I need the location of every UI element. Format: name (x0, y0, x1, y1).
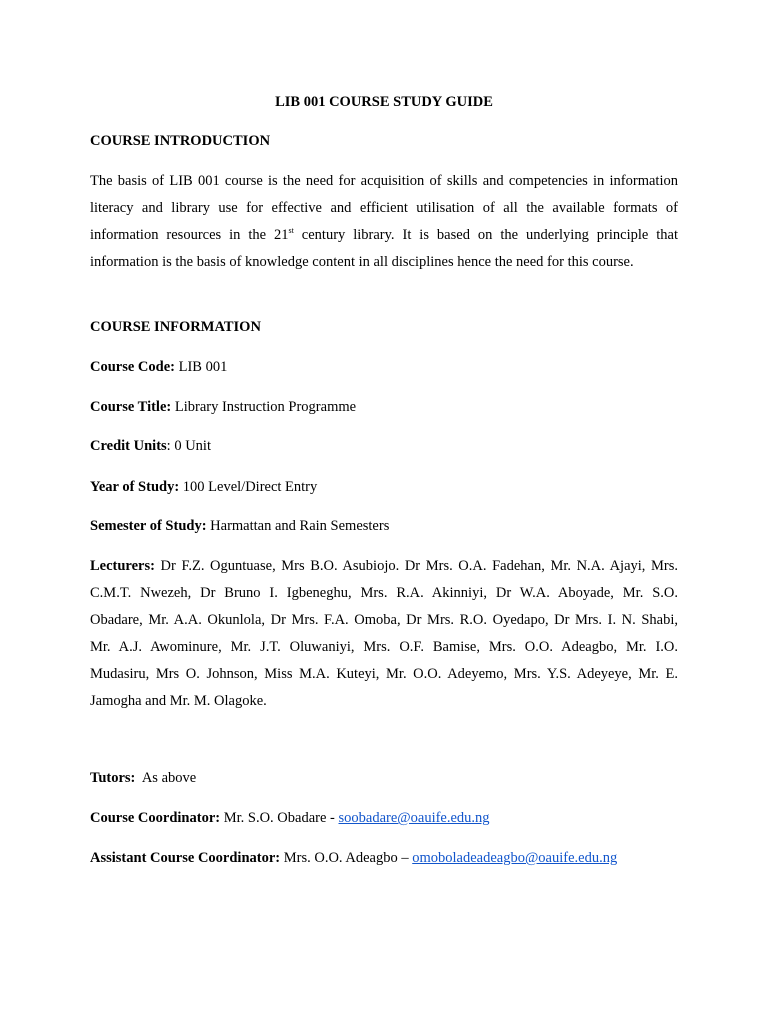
document-title: LIB 001 COURSE STUDY GUIDE (275, 94, 493, 110)
credit-units-label: Credit Units (90, 438, 167, 454)
course-coordinator-value: Mr. S.O. Obadare - (220, 810, 339, 826)
tutors-field (90, 770, 196, 787)
credit-units-value: : 0 Unit (166, 438, 211, 454)
course-coordinator-field (90, 810, 490, 827)
year-of-study-value: 100 Level/Direct Entry (179, 479, 318, 495)
semester-of-study-field (90, 518, 389, 535)
semester-of-study-label: Semester of Study: (90, 518, 207, 534)
assistant-coordinator-field (90, 850, 617, 867)
intro-line: The basis of LIB 001 course is the need for acquisition of skills and competencies in information (90, 173, 678, 189)
course-title-field (90, 399, 356, 416)
year-of-study-label: Year of Study: (90, 479, 180, 495)
lecturers-label: Lecturers: (90, 558, 155, 574)
lecturers-line: C.M.T. Nwezeh, Dr Bruno I. Igbeneghu, Mrs. R.A. Akinniyi, Dr W.A. Aboyade, Mr. S.O. (90, 585, 678, 601)
tutors-value: As above (135, 770, 197, 786)
course-code-label: Course Code: (90, 359, 175, 375)
course-code-field (90, 359, 227, 376)
lecturers-line: Obadare, Mr. A.A. Okunlola, Dr Mrs. F.A. Omoba, Dr Mrs. R.O. Oyedapo, Dr Mrs. I. N. Shabi, (90, 612, 678, 628)
lecturers-line: Mr. A.J. Awominure, Mr. J.T. Oluwaniyi, Mrs. O.F. Bamise, Mrs. O.O. Adeagbo, Mr. I.O. (90, 639, 678, 655)
semester-of-study-value: Harmattan and Rain Semesters (206, 518, 390, 534)
course-introduction-paragraph (90, 168, 678, 276)
tutors-label: Tutors: (90, 770, 136, 786)
lecturers-line: Mudasiru, Mrs O. Johnson, Miss M.A. Kuteyi, Mr. O.O. Adeyemo, Mrs. Y.S. Adeyeye, Mr. E. (90, 666, 678, 682)
intro-line: literacy and library use for effective and efficient utilisation of all the available formats of (90, 200, 678, 216)
lecturers-paragraph (90, 553, 678, 715)
assistant-coordinator-value: Mrs. O.O. Adeagbo – (280, 850, 413, 866)
assistant-coordinator-label: Assistant Course Coordinator: (90, 850, 281, 866)
lecturers-line: Lecturers: Dr F.Z. Oguntuase, Mrs B.O. Asubiojo. Dr Mrs. O.A. Fadehan, Mr. N.A. Ajayi, Mrs. (90, 558, 678, 574)
course-information-heading: COURSE INFORMATION (90, 319, 261, 335)
credit-units-field (90, 438, 211, 455)
course-coordinator-label: Course Coordinator: (90, 810, 221, 826)
ordinal-superscript: st (288, 226, 294, 235)
year-of-study-field (90, 479, 317, 496)
course-title-value: Library Instruction Programme (171, 399, 357, 415)
coordinator-email-link[interactable]: soobadare@oauife.edu.ng (338, 810, 490, 826)
course-code-value: LIB 001 (174, 359, 228, 375)
intro-line: information is the basis of knowledge content in all disciplines hence the need for this course. (90, 254, 634, 270)
intro-line: information resources in the 21st century library. It is based on the underlying principle that (90, 226, 679, 243)
course-introduction-heading: COURSE INTRODUCTION (90, 133, 271, 149)
course-title-label: Course Title: (90, 399, 172, 415)
lecturers-line: Jamogha and Mr. M. Olagoke. (90, 693, 267, 709)
assistant-coordinator-email-link[interactable]: omoboladeadeagbo@oauife.edu.ng (412, 850, 618, 866)
